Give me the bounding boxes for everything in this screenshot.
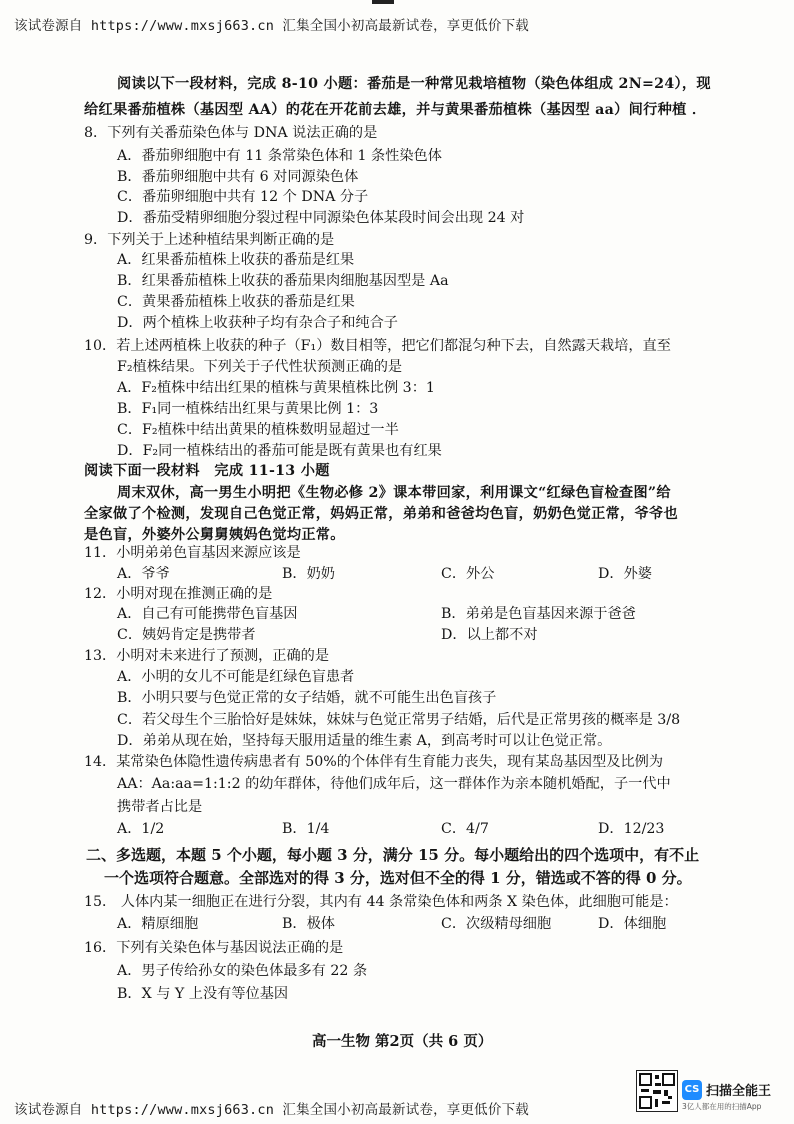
q11-option-d: D．外婆 bbox=[598, 566, 652, 582]
q9-option-a: A．红果番茄植株上收获的番茄是红果 bbox=[117, 252, 355, 268]
q11-option-a: A．爷爷 bbox=[117, 566, 170, 582]
q10-option-c: C．F₂植株中结出黄果的植株数明显超过一半 bbox=[117, 422, 399, 438]
q8-option-a: A．番茄卵细胞中有 11 条常染色体和 1 条性染色体 bbox=[117, 148, 442, 164]
q12-stem: 12．小明对现在推测正确的是 bbox=[84, 586, 273, 602]
q10-stem-line-2: F₂植株结果。下列关于子代性状预测正确的是 bbox=[117, 359, 403, 375]
q9-stem: 9．下列关于上述种植结果判断正确的是 bbox=[84, 232, 335, 248]
q14-option-a: A．1/2 bbox=[117, 821, 165, 837]
q14-option-c: C．4/7 bbox=[441, 821, 489, 837]
qr-code bbox=[636, 1070, 678, 1112]
q15-option-b: B．极体 bbox=[282, 916, 335, 932]
intro-line-2: 给红果番茄植株（基因型 AA）的花在开花前去雄，并与黄果番茄植株（基因型 aa）间行种植 ． bbox=[84, 102, 707, 118]
q13-option-a: A．小明的女儿不可能是红绿色盲患者 bbox=[117, 669, 355, 685]
q8-option-b: B．番茄卵细胞中共有 6 对同源染色体 bbox=[117, 169, 359, 185]
q15-option-d: D．体细胞 bbox=[598, 916, 667, 932]
q10-stem-line-1: 10．若上述两植株上收获的种子（F₁）数目相等，把它们都混匀种下去，自然露天栽培，直至 bbox=[84, 338, 671, 354]
q11-option-b: B．奶奶 bbox=[282, 566, 335, 582]
q11-option-c: C．外公 bbox=[441, 566, 495, 582]
q14-stem-line-1: 14．某常染色体隐性遗传病患者有 50%的个体伴有生育能力丧失，现有某岛基因型及比例为 bbox=[84, 754, 664, 770]
page-footer: 高一生物 第2页（共 6 页） bbox=[312, 1033, 493, 1050]
q13-stem: 13．小明对未来进行了预测，正确的是 bbox=[84, 648, 330, 664]
q10-option-b: B．F₁同一植株结出红果与黄果比例 1：3 bbox=[117, 401, 379, 417]
q14-option-d: D．12/23 bbox=[598, 821, 665, 837]
q12-option-c: C．姨妈肯定是携带者 bbox=[117, 627, 256, 643]
intro-line-1: 阅读以下一段材料，完成 8-10 小题：番茄是一种常见栽培植物（染色体组成 2N=24），现 bbox=[117, 76, 711, 92]
top-edge-mark bbox=[372, 0, 394, 4]
q14-option-b: B．1/4 bbox=[282, 821, 330, 837]
intro2-line-3: 全家做了个检测，发现自己色觉正常，妈妈正常，弟弟和爸爸均色盲，奶奶色觉正常，爷爷也 bbox=[84, 506, 678, 522]
q16-option-a: A．男子传给孙女的染色体最多有 22 条 bbox=[117, 963, 368, 979]
camscanner-logo-icon: CS bbox=[682, 1080, 702, 1100]
intro2-line-2: 周末双休，高一男生小明把《生物必修 2》课本带回家，利用课文“红绿色盲检查图”给 bbox=[117, 485, 671, 501]
q16-option-b: B．X 与 Y 上没有等位基因 bbox=[117, 986, 289, 1002]
q10-option-a: A．F₂植株中结出红果的植株与黄果植株比例 3：1 bbox=[117, 380, 435, 396]
q9-option-c: C．黄果番茄植株上收获的番茄是红果 bbox=[117, 294, 355, 310]
q8-stem: 8．下列有关番茄染色体与 DNA 说法正确的是 bbox=[84, 125, 378, 141]
header-watermark: 该试卷源自 https://www.mxsj663.cn 汇集全国小初高最新试卷，享更低价下载 bbox=[14, 18, 529, 34]
q8-option-c: C．番茄卵细胞中共有 12 个 DNA 分子 bbox=[117, 189, 369, 205]
q14-stem-line-2: AA：Aa:aa=1:1:2 的幼年群体，待他们成年后，这一群体作为亲本随机婚配，子一代中 bbox=[117, 776, 671, 792]
q12-option-d: D．以上都不对 bbox=[441, 627, 538, 643]
q15-option-c: C．次级精母细胞 bbox=[441, 916, 552, 932]
q9-option-d: D．两个植株上收获种子均有杂合子和纯合子 bbox=[117, 315, 398, 331]
q13-option-b: B．小明只要与色觉正常的女子结婚，就不可能生出色盲孩子 bbox=[117, 690, 497, 706]
camscanner-tagline: 3亿人都在用的扫描App bbox=[682, 1102, 762, 1111]
q16-stem: 16．下列有关染色体与基因说法正确的是 bbox=[84, 940, 344, 956]
q15-stem: 15． 人体内某一细胞正在进行分裂，其内有 44 条常染色体和两条 X 染色体，此细胞可能是： bbox=[84, 894, 678, 910]
q10-option-d: D．F₂同一植株结出的番茄可能是既有黄果也有红果 bbox=[117, 443, 442, 459]
q15-option-a: A．精原细胞 bbox=[117, 916, 199, 932]
q12-option-b: B．弟弟是色盲基因来源于爸爸 bbox=[441, 606, 636, 622]
q9-option-b: B．红果番茄植株上收获的番茄果肉细胞基因型是 Aa bbox=[117, 273, 449, 289]
camscanner-name: 扫描全能王 bbox=[706, 1084, 772, 1099]
q14-stem-line-3: 携带者占比是 bbox=[117, 799, 203, 815]
section2-heading-line-2: 一个选项符合题意。全部选对的得 3 分，选对但不全的得 1 分，错选或不答的得 0 分。 bbox=[104, 869, 692, 887]
q11-stem: 11．小明弟弟色盲基因来源应该是 bbox=[84, 545, 301, 561]
section2-heading-line-1: 二、多选题，本题 5 个小题，每小题 3 分，满分 15 分。每小题给出的四个选项中，有不止 bbox=[86, 846, 700, 864]
q13-option-d: D．弟弟从现在始，坚持每天服用适量的维生素 A，到高考时可以让色觉正常。 bbox=[117, 733, 612, 749]
q8-option-d: D．番茄受精卵细胞分裂过程中同源染色体某段时间会出现 24 对 bbox=[117, 210, 525, 226]
q13-option-c: C．若父母生个三胎恰好是妹妹，妹妹与色觉正常男子结婚，后代是正常男孩的概率是 3/8 bbox=[117, 712, 681, 728]
intro2-line-4: 是色盲，外婆外公舅舅姨妈色觉均正常。 bbox=[84, 527, 345, 543]
footer-watermark: 该试卷源自 https://www.mxsj663.cn 汇集全国小初高最新试卷，享更低价下载 bbox=[14, 1102, 529, 1118]
q12-option-a: A．自己有可能携带色盲基因 bbox=[117, 606, 298, 622]
intro2-line-1: 阅读下面一段材料 完成 11-13 小题 bbox=[84, 463, 330, 479]
